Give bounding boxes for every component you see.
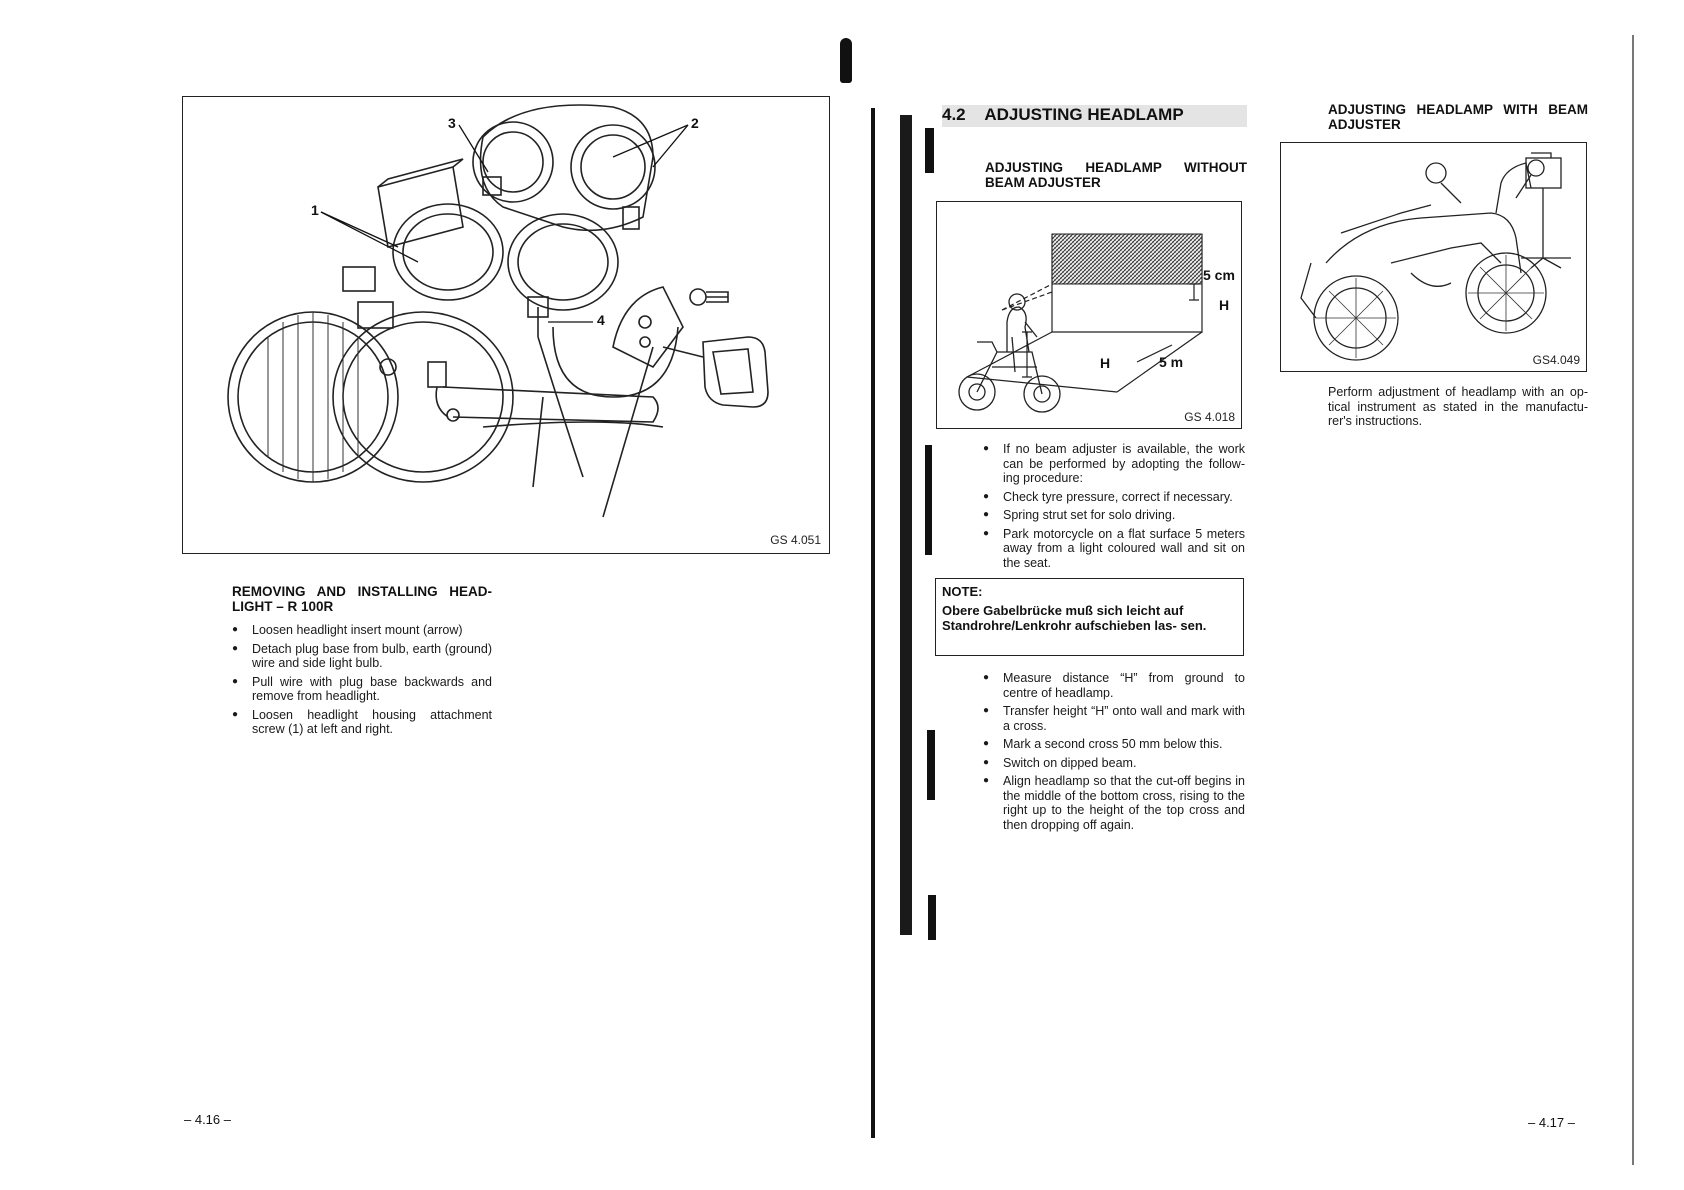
list-item: ● Transfer height “H” onto wall and mark with a cross.	[983, 704, 1245, 733]
section-number: 4.2	[942, 105, 966, 124]
section-title	[942, 105, 1247, 127]
left-bullet-list	[232, 623, 492, 741]
figure-code: GS 4.018	[1184, 410, 1235, 424]
figure-beam-wall	[936, 201, 1242, 429]
figure-code: GS4.049	[1532, 353, 1580, 367]
list-item: ● Check tyre pressure, correct if necessary.	[983, 490, 1245, 505]
scan-mark-left-3	[925, 445, 932, 555]
list-item: ● Pull wire with plug base backwards and remove from headlight.	[232, 675, 492, 704]
right-edge-line	[1632, 35, 1634, 1165]
list-item: ● Switch on dipped beam.	[983, 756, 1245, 771]
note-heading: NOTE:	[942, 584, 983, 599]
left-page-number: – 4.16 –	[184, 1112, 231, 1127]
figure-beam-adjuster	[1280, 142, 1587, 372]
list-item: ● Spring strut set for solo driving.	[983, 508, 1245, 523]
label-h-wall: H	[1219, 297, 1230, 313]
callout-4: 4	[597, 312, 605, 328]
scan-mark-left-4	[927, 730, 935, 800]
without-adjuster-heading: ADJUSTING HEADLAMP WITHOUT BEAM ADJUSTER	[985, 160, 1247, 190]
scan-mark-left-5	[928, 895, 936, 940]
right-page-number: – 4.17 –	[1528, 1115, 1575, 1130]
callout-3: 3	[448, 115, 456, 131]
note-box	[935, 578, 1244, 656]
motorcycle-with-adjuster-drawing	[1281, 143, 1588, 373]
with-adjuster-heading: ADJUSTING HEADLAMP WITH BEAM ADJUSTER	[1328, 102, 1588, 132]
scan-mark-left-2	[925, 128, 934, 173]
label-5cm: 5 cm	[1203, 267, 1235, 283]
with-adjuster-text: Perform adjustment of headlamp with an op- tical instrument as stated in the manufactu- rer's instructions.	[1328, 385, 1588, 428]
scan-mark-top	[840, 38, 852, 83]
beam-wall-drawing	[937, 202, 1243, 430]
without-bullets-a	[983, 442, 1245, 574]
left-section-heading: REMOVING AND INSTALLING HEAD- LIGHT – R 100R	[232, 584, 492, 614]
callout-1: 1	[311, 202, 319, 218]
without-bullets-b	[983, 671, 1245, 836]
scan-mark-left-1	[900, 115, 912, 935]
label-5m: 5 m	[1159, 354, 1184, 370]
list-item: ● Park motorcycle on a flat surface 5 meters away from a light coloured wall and sit on the seat.	[983, 527, 1245, 571]
label-h-floor: H	[1100, 355, 1111, 371]
figure-headlight-exploded	[182, 96, 830, 554]
figure-code: GS 4.051	[770, 533, 821, 547]
spine-divider	[871, 108, 875, 1138]
list-item: ● Detach plug base from bulb, earth (ground) wire and side light bulb.	[232, 642, 492, 671]
list-item: ● Measure distance “H” from ground to centre of headlamp.	[983, 671, 1245, 700]
list-item: ● Mark a second cross 50 mm below this.	[983, 737, 1245, 752]
list-item: ● Loosen headlight housing attachment screw (1) at left and right.	[232, 708, 492, 737]
headlight-exploded-drawing	[183, 97, 831, 555]
list-item: ● Align headlamp so that the cut-off begins in the middle of the bottom cross, rising to the right up to the height of the top cross and then dropping off again.	[983, 774, 1245, 832]
section-title-text: ADJUSTING HEADLAMP	[984, 105, 1184, 124]
callout-2: 2	[691, 115, 699, 131]
list-item: ● If no beam adjuster is available, the work can be performed by adopting the follow- ing procedure:	[983, 442, 1245, 486]
note-text: Obere Gabelbrücke muß sich leicht auf Standrohre/Lenkrohr aufschieben las- sen.	[942, 603, 1207, 633]
list-item: ● Loosen headlight insert mount (arrow)	[232, 623, 492, 638]
